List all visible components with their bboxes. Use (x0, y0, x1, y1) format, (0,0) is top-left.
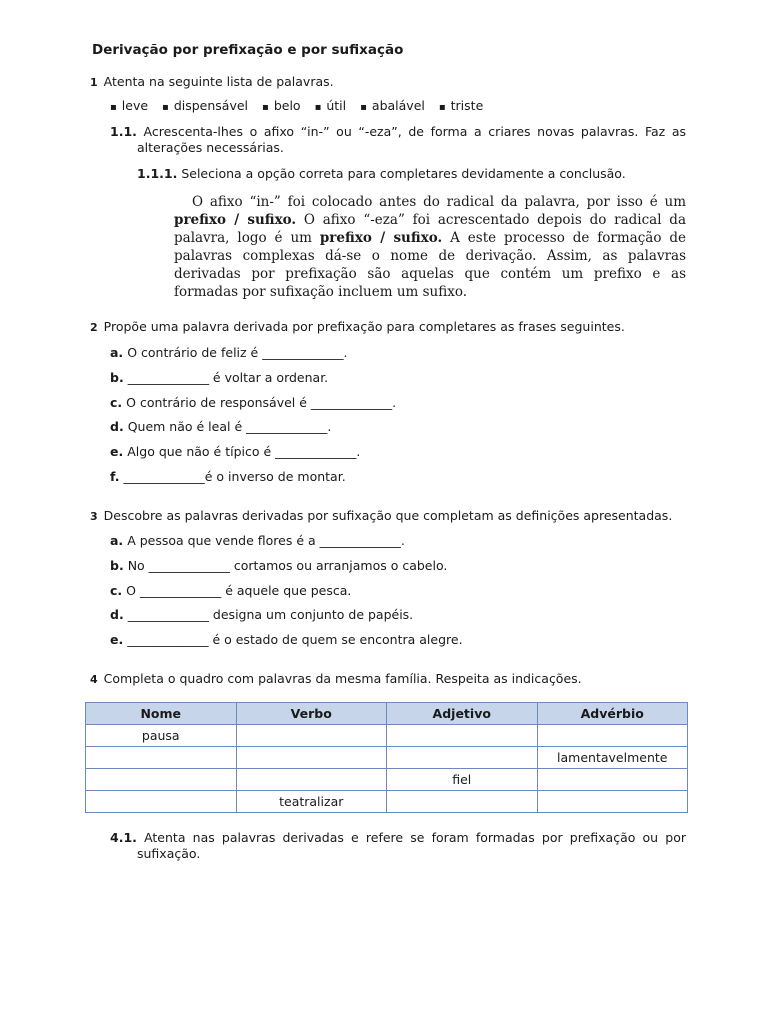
option-prefixo-sufixo-2[interactable]: prefixo / sufixo. (319, 230, 443, 246)
table-cell[interactable] (387, 725, 538, 747)
question-2 (90, 319, 625, 334)
list-item: e. Algo que não é típico é _____________. (110, 444, 361, 459)
option-prefixo-sufixo-1[interactable]: prefixo / sufixo. (174, 212, 297, 228)
table-cell[interactable] (86, 769, 237, 791)
table-cell: teatralizar (236, 791, 387, 813)
question-text: Propõe uma palavra derivada por prefixação para completares as frases seguintes. (103, 319, 625, 334)
table-header-row (86, 703, 688, 725)
conclusion-paragraph: O afixo “in-” foi colocado antes do radical da palavra, por isso é um prefixo / sufixo. O afixo “-eza” foi acrescentado depois do radical da palavra, logo é um prefixo / sufixo. A este processo de formação de palavras complexas dá-se o nome de derivação. Assim, as palavras derivadas por prefixação são aquelas que contém um prefixo e as formadas por sufixação incluem um sufixo. (174, 194, 687, 300)
word-item: ▪ abalável (360, 98, 425, 113)
table-cell[interactable] (86, 747, 237, 769)
page-title: Derivação por prefixação e por sufixação (92, 42, 404, 58)
list-item: a. A pessoa que vende flores é a _____________. (110, 533, 405, 548)
sub-text: Seleciona a opção correta para completares devidamente a conclusão. (181, 166, 626, 181)
list-item: b. _____________ é voltar a ordenar. (110, 370, 329, 385)
question-text: Completa o quadro com palavras da mesma família. Respeita as indicações. (103, 671, 582, 686)
list-item: c. O contrário de responsável é _____________. (110, 395, 397, 410)
table-row (86, 791, 688, 813)
question-number: 4 (90, 673, 98, 686)
question-number: 1 (90, 76, 98, 89)
table-cell[interactable] (387, 747, 538, 769)
word-item: ▪ útil (315, 98, 347, 113)
subquestion-1-1-1 (137, 166, 626, 181)
list-item: a. O contrário de feliz é _____________. (110, 345, 348, 360)
word-family-table (85, 702, 688, 813)
word-item: ▪ dispensável (162, 98, 248, 113)
question-4 (90, 671, 582, 686)
word-item: ▪ triste (439, 98, 483, 113)
table-row (86, 725, 688, 747)
list-item: b. No _____________ cortamos ou arranjamos o cabelo. (110, 558, 448, 573)
list-item: f. _____________é o inverso de montar. (110, 469, 346, 484)
table-cell[interactable] (236, 769, 387, 791)
sub-text-line2: alterações necessárias. (137, 140, 284, 155)
table-cell[interactable] (537, 791, 688, 813)
table-cell[interactable] (86, 791, 237, 813)
subquestion-4-1 (110, 830, 686, 861)
table-cell[interactable] (537, 769, 688, 791)
question-number: 3 (90, 510, 98, 523)
sub-number: 1.1. (110, 124, 137, 139)
sub-number: 4.1. (110, 830, 137, 845)
list-item: d. _____________ designa um conjunto de papéis. (110, 607, 414, 622)
sub-text-line1: Atenta nas palavras derivadas e refere se foram formadas por prefixação ou por (144, 830, 686, 845)
table-row (86, 769, 688, 791)
list-item: c. O _____________ é aquele que pesca. (110, 583, 352, 598)
header-adjetivo: Adjetivo (387, 703, 538, 725)
table-cell: pausa (86, 725, 237, 747)
question-number: 2 (90, 321, 98, 334)
table-cell: fiel (387, 769, 538, 791)
header-adverbio: Advérbio (537, 703, 688, 725)
table-cell[interactable] (537, 725, 688, 747)
word-item: ▪ belo (262, 98, 301, 113)
table-row (86, 747, 688, 769)
question-text: Atenta na seguinte lista de palavras. (103, 74, 334, 89)
list-item: d. Quem não é leal é _____________. (110, 419, 332, 434)
table-cell[interactable] (387, 791, 538, 813)
word-list (110, 98, 483, 113)
subquestion-1-1 (110, 124, 686, 155)
question-text: Descobre as palavras derivadas por sufixação que completam as definições apresentadas. (103, 508, 673, 523)
sub-text-line1: Acrescenta-lhes o afixo “in-” ou “-eza”, de forma a criares novas palavras. Faz as (143, 124, 687, 139)
sub-text-line2: sufixação. (137, 846, 201, 861)
question-1 (90, 74, 334, 89)
header-nome: Nome (86, 703, 237, 725)
header-verbo: Verbo (236, 703, 387, 725)
sub-number: 1.1.1. (137, 166, 178, 181)
table-cell[interactable] (236, 747, 387, 769)
word-item: ▪ leve (110, 98, 148, 113)
list-item: e. _____________ é o estado de quem se encontra alegre. (110, 632, 463, 647)
table-cell: lamentavelmente (537, 747, 688, 769)
table-cell[interactable] (236, 725, 387, 747)
question-3 (90, 508, 672, 523)
